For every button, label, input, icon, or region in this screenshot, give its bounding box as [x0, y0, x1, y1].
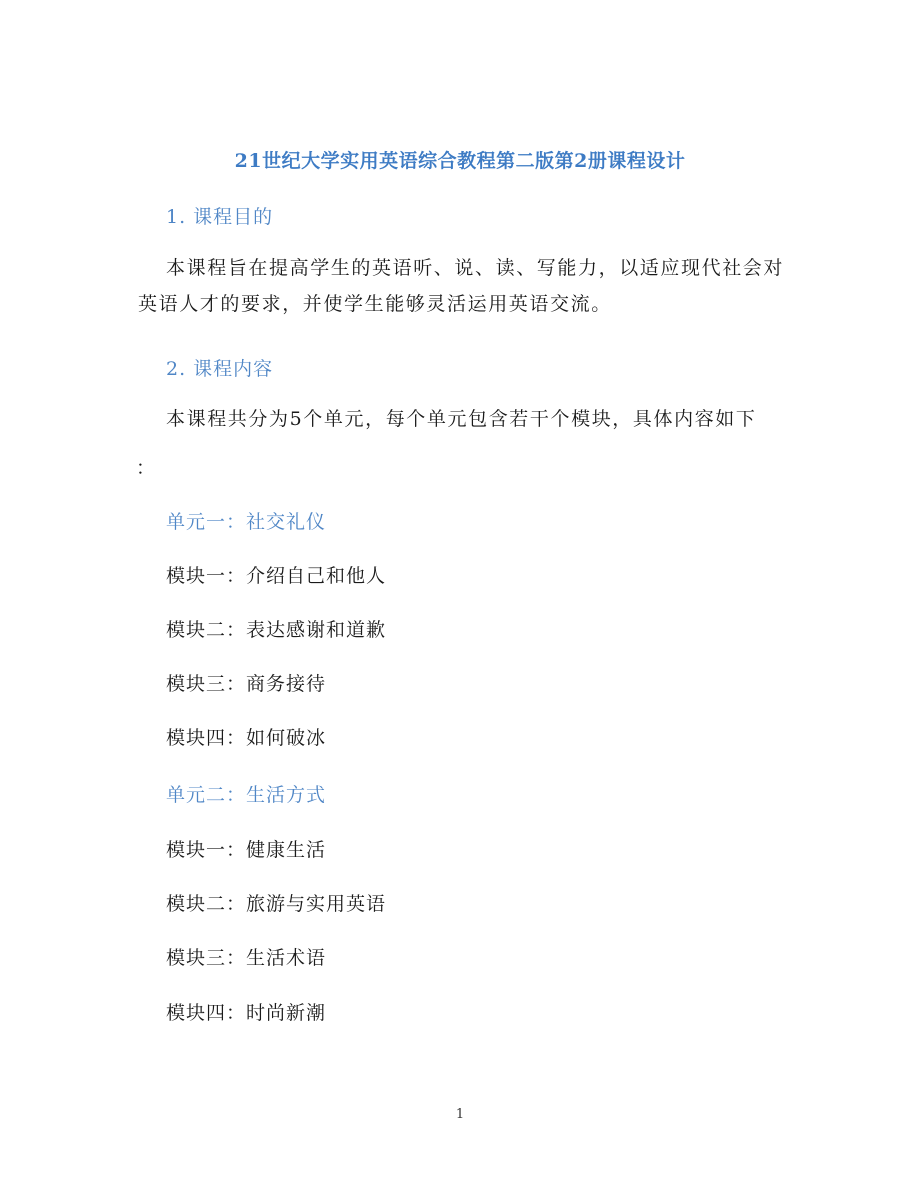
section-heading-purpose: 1. 课程目的 — [166, 206, 274, 228]
document-title: 21世纪大学实用英语综合教程第二版第2册课程设计 — [234, 150, 686, 172]
section-heading-content: 2. 课程内容 — [166, 358, 274, 380]
unit-title: 单元二：生活方式 — [166, 784, 327, 806]
module-item: 模块四：时尚新潮 — [166, 1002, 327, 1024]
module-item: 模块二：表达感谢和道歉 — [166, 619, 387, 641]
module-item: 模块三：生活术语 — [166, 947, 327, 969]
module-item: 模块四：如何破冰 — [166, 727, 327, 749]
module-item: 模块三：商务接待 — [166, 673, 327, 695]
paragraph-content-tail: ： — [136, 457, 156, 479]
module-item: 模块一：健康生活 — [166, 839, 327, 861]
page-number: 1 — [455, 1107, 465, 1122]
paragraph-content: 本课程共分为5个单元，每个单元包含若干个模块，具体内容如下 — [166, 408, 757, 430]
module-item: 模块一：介绍自己和他人 — [166, 565, 387, 587]
paragraph-purpose: 本课程旨在提高学生的英语听、说、读、写能力，以适应现代社会对英语人才的要求，并使学生能够灵活运用英语交流。 — [138, 257, 785, 315]
module-item: 模块二：旅游与实用英语 — [166, 893, 387, 915]
unit-title: 单元一：社交礼仪 — [166, 511, 327, 533]
